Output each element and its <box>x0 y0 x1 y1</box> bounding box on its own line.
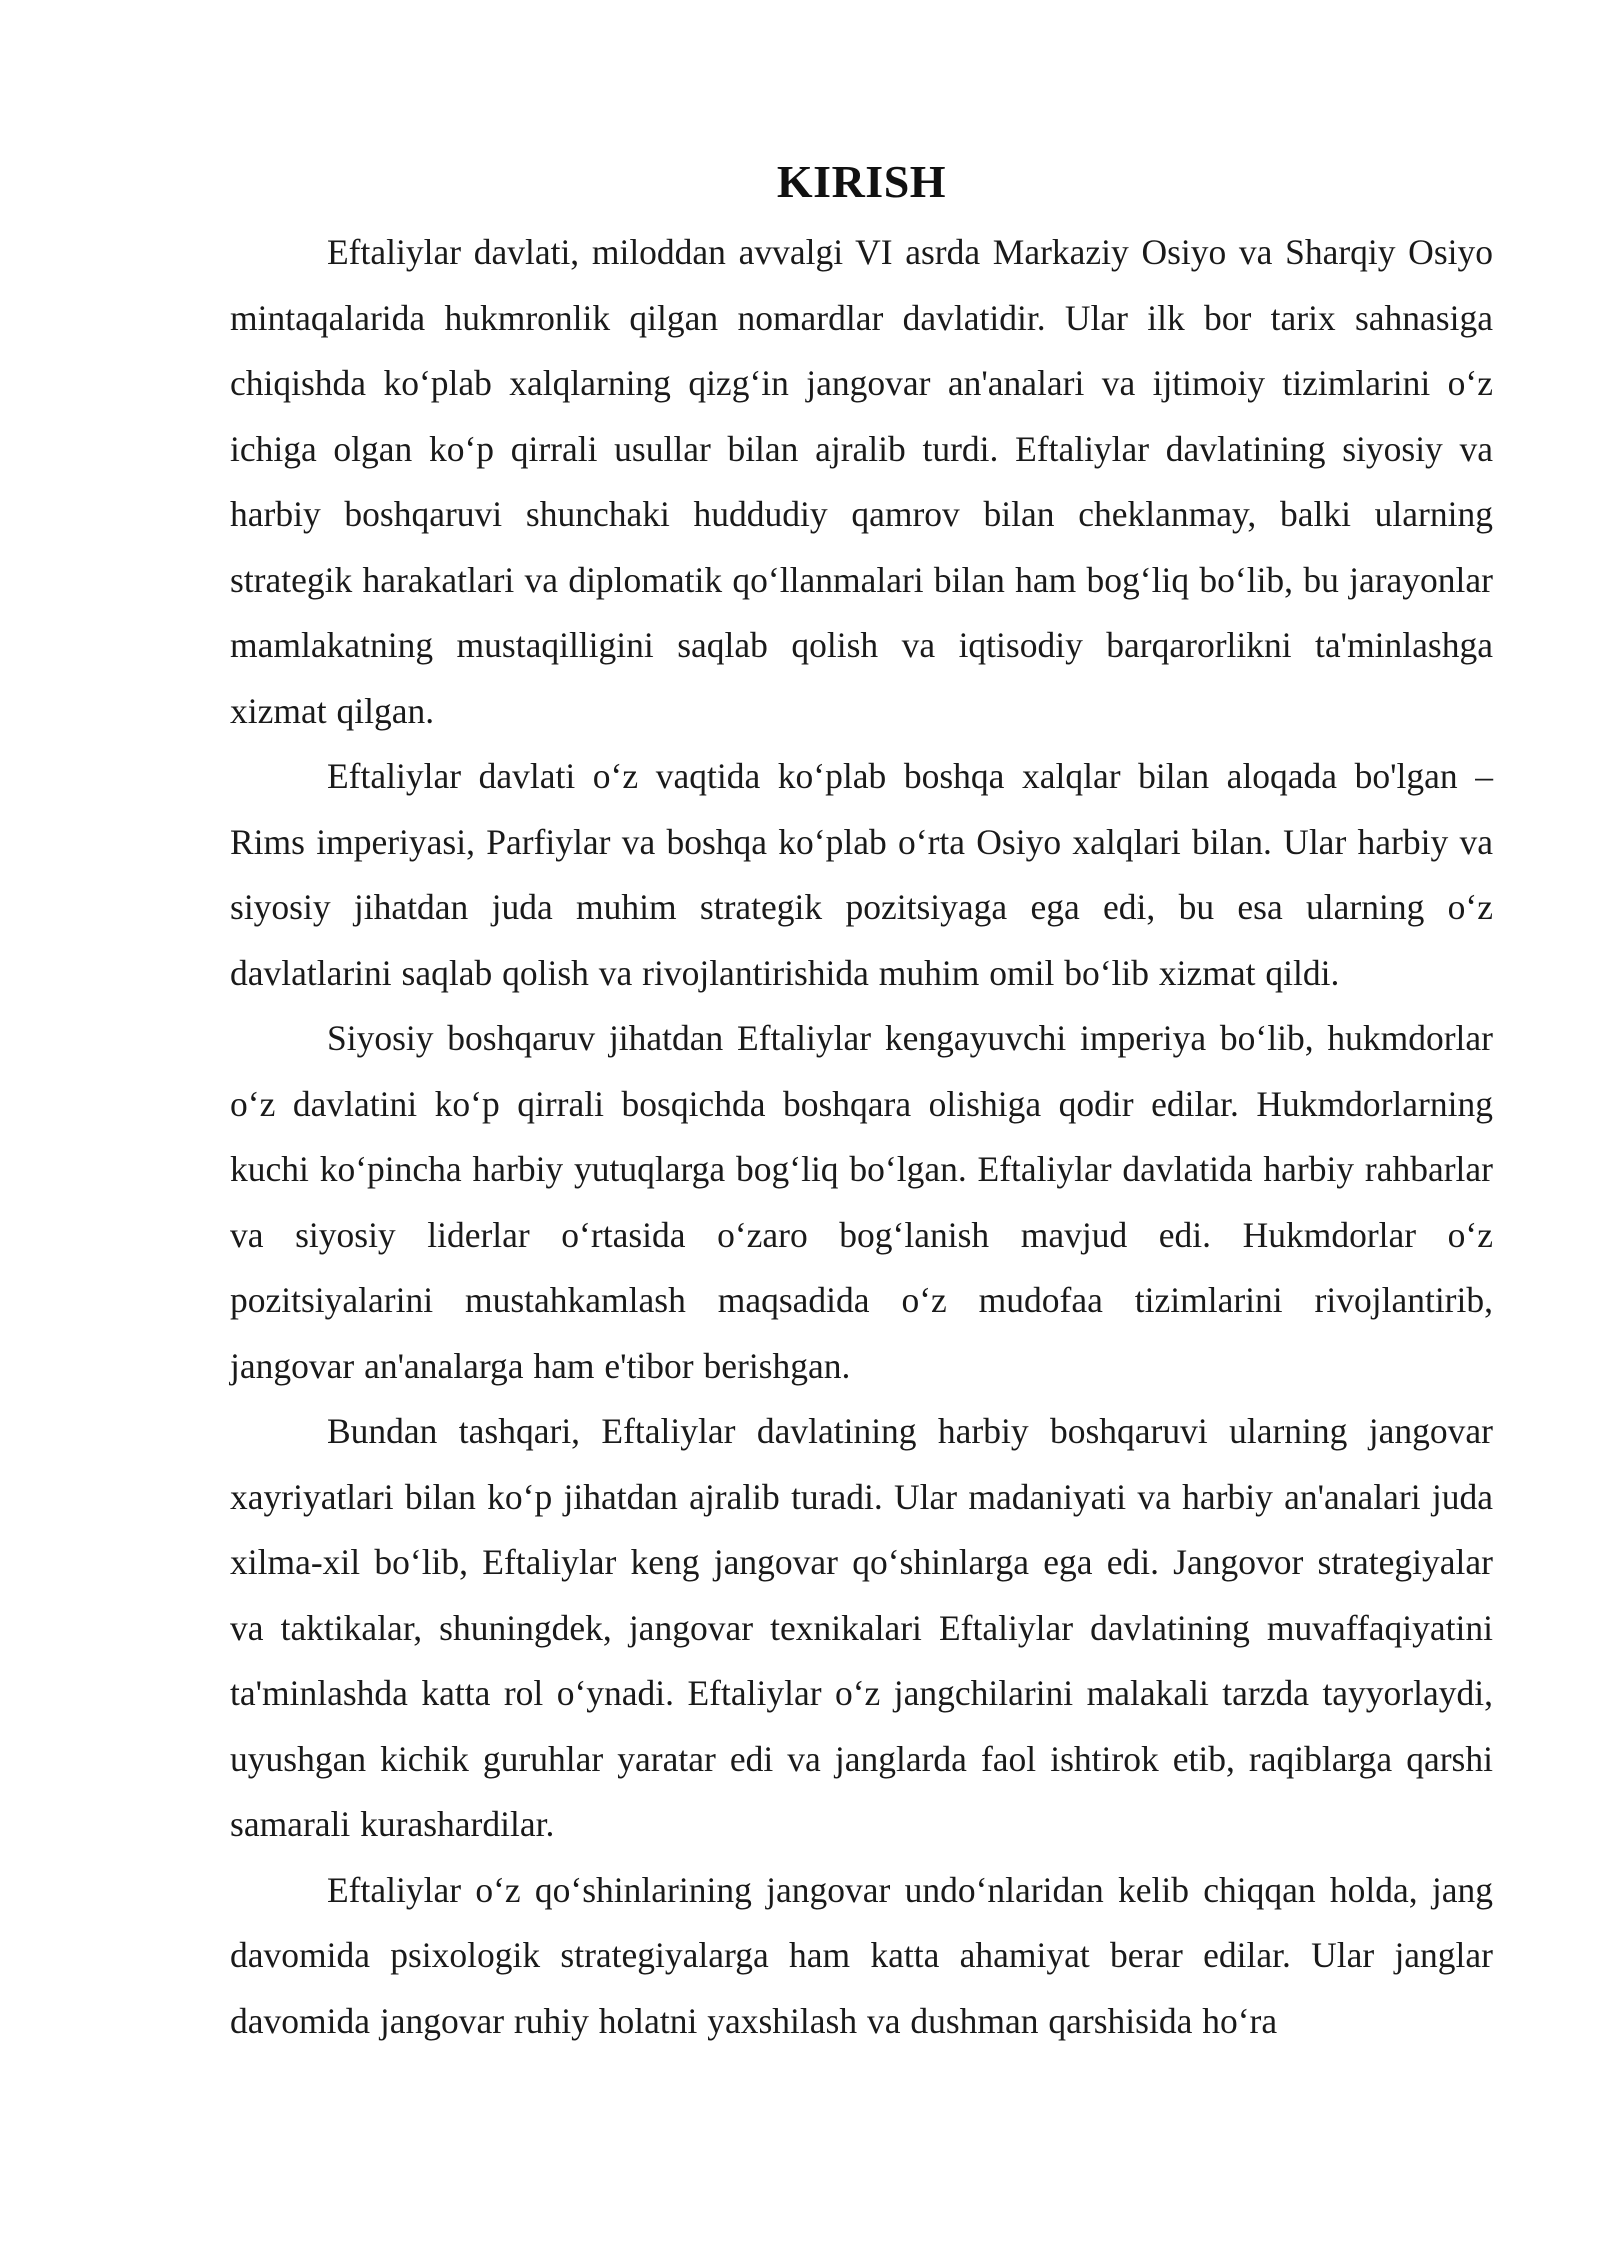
paragraph-5: Eftaliylar oʻz qoʻshinlarining jangovar undoʻnlaridan kelib chiqqan holda, jang davomida psixologik strategiyalarga ham katta ahamiyat berar edilar. Ular janglar davomida jangovar ruhiy holatni yaxshilash va dushman qarshisida hoʻra <box>230 1869 1493 2041</box>
paragraph-2: Eftaliylar davlati oʻz vaqtida koʻplab boshqa xalqlar bilan aloqada bo'lgan – Rims imperiyasi, Parfiylar va boshqa koʻplab oʻrta Osiyo xalqlari bilan. Ular harbiy va siyosiy jihatdan juda muhim strategik pozitsiyaga ega edi, bu esa ularning oʻz davlatlarini saqlab qolish va rivojlantirishida muhim omil boʻlib xizmat qildi. <box>230 756 1493 993</box>
page-body <box>230 150 1493 2054</box>
paragraph-4: Bundan tashqari, Eftaliylar davlatining harbiy boshqaruvi ularning jangovar xayriyatlari bilan koʻp jihatdan ajralib turadi. Ular madaniyati va harbiy an'analari juda xilma-xil boʻlib, Eftaliylar keng jangovar qoʻshinlarga ega edi. Jangovor strategiyalar va taktikalar, shuningdek, jangovar texnikalari Eftaliylar davlatining muvaffaqiyatini ta'minlashda katta rol oʻynadi. Eftaliylar oʻz jangchilarini malakali tarzda tayyorlaydi, uyushgan kichik guruhlar yaratar edi va janglarda faol ishtirok etib, raqiblarga qarshi samarali kurashardilar. <box>230 1411 1493 1844</box>
paragraph-3: Siyosiy boshqaruv jihatdan Eftaliylar kengayuvchi imperiya boʻlib, hukmdorlar oʻz davlatini koʻp qirrali bosqichda boshqara olishiga qodir edilar. Hukmdorlarning kuchi koʻpincha harbiy yutuqlarga bogʻliq boʻlgan. Eftaliylar davlatida harbiy rahbarlar va siyosiy liderlar oʻrtasida oʻzaro bogʻlanish mavjud edi. Hukmdorlar oʻz pozitsiyalarini mustahkamlash maqsadida oʻz mudofaa tizimlarini rivojlantirib, jangovar an'analarga ham e'tibor berishgan. <box>230 1018 1493 1386</box>
paragraph-1: Eftaliylar davlati, miloddan avvalgi VI asrda Markaziy Osiyo va Sharqiy Osiyo mintaqalarida hukmronlik qilgan nomardlar davlatidir. Ular ilk bor tarix sahnasiga chiqishda koʻplab xalqlarning qizgʻin jangovar an'analari va ijtimoiy tizimlarini oʻz ichiga olgan koʻp qirrali usullar bilan ajralib turdi. Eftaliylar davlatining siyosiy va harbiy boshqaruvi shunchaki huddudiy qamrov bilan cheklanmay, balki ularning strategik harakatlari va diplomatik qoʻllanmalari bilan ham bogʻliq boʻlib, bu jarayonlar mamlakatning mustaqilligini saqlab qolish va iqtisodiy barqarorlikni ta'minlashga xizmat qilgan. <box>230 232 1493 731</box>
page-title: KIRISH <box>776 156 947 207</box>
